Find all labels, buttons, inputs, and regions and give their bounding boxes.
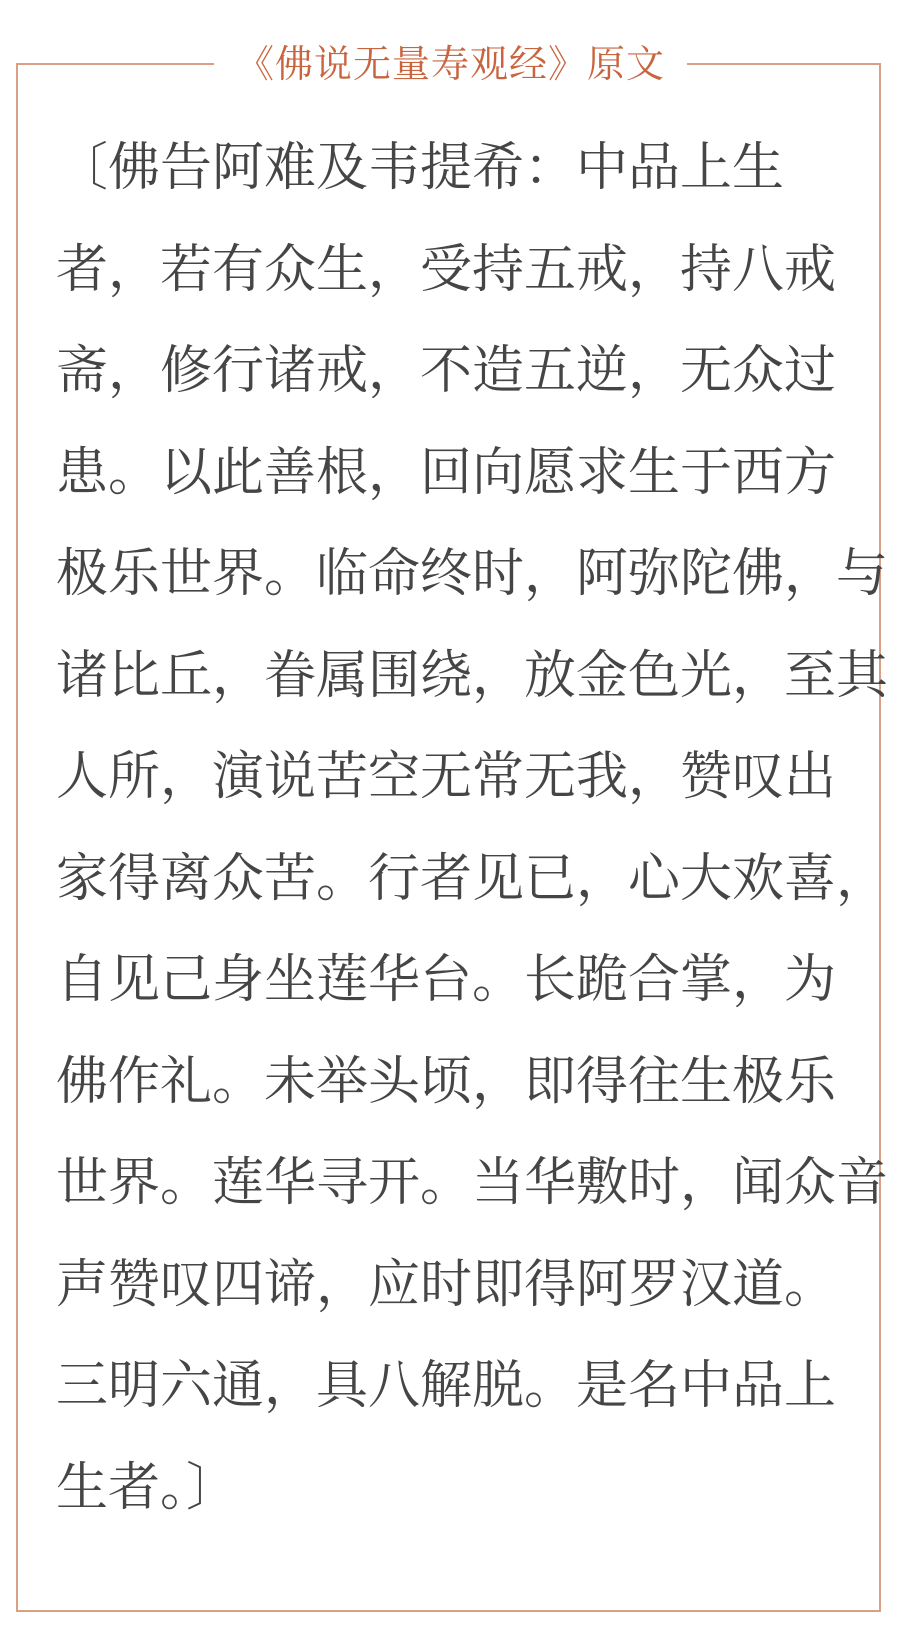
text-line: 者，若有众生，受持五戒，持八戒: [56, 239, 837, 300]
text-line: 斋，修行诸戒，不造五逆，无众过: [56, 341, 837, 401]
text-line: 世界。莲华寻开。当华敷时，闻众音: [56, 1153, 889, 1213]
text-line: 极乐世界。临命终时，阿弥陀佛，与: [56, 544, 889, 604]
text-line: 生者。〕: [56, 1457, 239, 1518]
scripture-text: [56, 118, 889, 1539]
text-line: 〔佛告阿难及韦提希：中品上生: [56, 138, 785, 198]
text-line: 患。以此善根，回向愿求生于西方: [56, 442, 837, 503]
text-line: 诸比丘，眷属围绕，放金色光，至其: [56, 645, 889, 706]
title-bar: [0, 40, 901, 88]
text-line: 家得离众苦。行者见已，心大欢喜，: [56, 848, 889, 909]
text-line: 人所，演说苦空无常无我，赞叹出: [56, 747, 837, 807]
document-title: 《佛说无量寿观经》原文: [214, 40, 687, 88]
text-line: 声赞叹四谛，应时即得阿罗汉道。: [56, 1254, 837, 1315]
text-line: 自见己身坐莲华台。长跪合掌，为: [56, 950, 837, 1010]
text-line: 佛作礼。未举头顷，即得往生极乐: [56, 1051, 837, 1112]
text-line: 三明六通，具八解脱。是名中品上: [56, 1356, 837, 1416]
